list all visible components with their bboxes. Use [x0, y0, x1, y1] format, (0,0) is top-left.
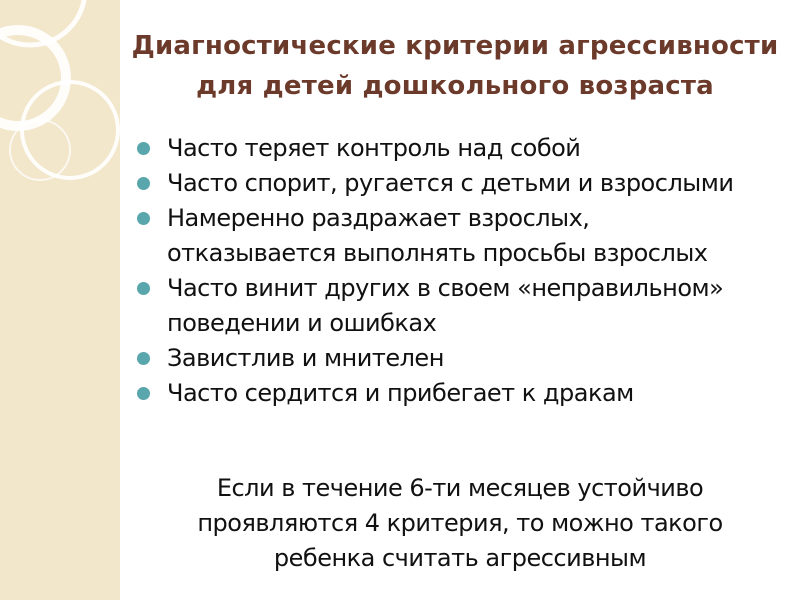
list-item	[135, 201, 775, 271]
list-item	[135, 131, 775, 166]
criteria-list	[135, 131, 775, 411]
note-line: Если в течение 6-ти месяцев устойчиво	[216, 474, 704, 502]
list-item	[135, 376, 775, 411]
list-item-text: Завистлив и мнителен	[167, 344, 444, 372]
bullet-icon	[137, 177, 150, 190]
list-item-text: Намеренно раздражает взрослых,	[167, 204, 590, 232]
bullet-icon	[137, 387, 150, 400]
bullet-icon	[137, 282, 150, 295]
bullet-icon	[137, 142, 150, 155]
list-item	[135, 271, 775, 341]
note-line: проявляются 4 критерия, то можно такого	[197, 509, 723, 537]
bullet-icon	[137, 352, 150, 365]
slide-title	[115, 26, 795, 106]
list-item-text: Часто спорит, ругается с детьми и взрослыми	[167, 169, 734, 197]
decorative-circles-icon	[0, 0, 120, 600]
list-item-text: отказывается выполнять просьбы взрослых	[167, 239, 708, 267]
list-item-text: Часто сердится и прибегает к дракам	[167, 379, 634, 407]
conclusion-note	[160, 471, 760, 576]
list-item-text: поведении и ошибках	[167, 309, 437, 337]
list-item-text: Часто теряет контроль над собой	[167, 134, 581, 162]
title-line: Диагностические критерии агрессивности	[131, 31, 779, 61]
note-line: ребенка считать агрессивным	[273, 544, 647, 572]
bullet-icon	[137, 212, 150, 225]
title-line: для детей дошкольного возраста	[196, 71, 714, 101]
list-item	[135, 341, 775, 376]
list-item	[135, 166, 775, 201]
list-item-text: Часто винит других в своем «неправильном»	[167, 274, 724, 302]
